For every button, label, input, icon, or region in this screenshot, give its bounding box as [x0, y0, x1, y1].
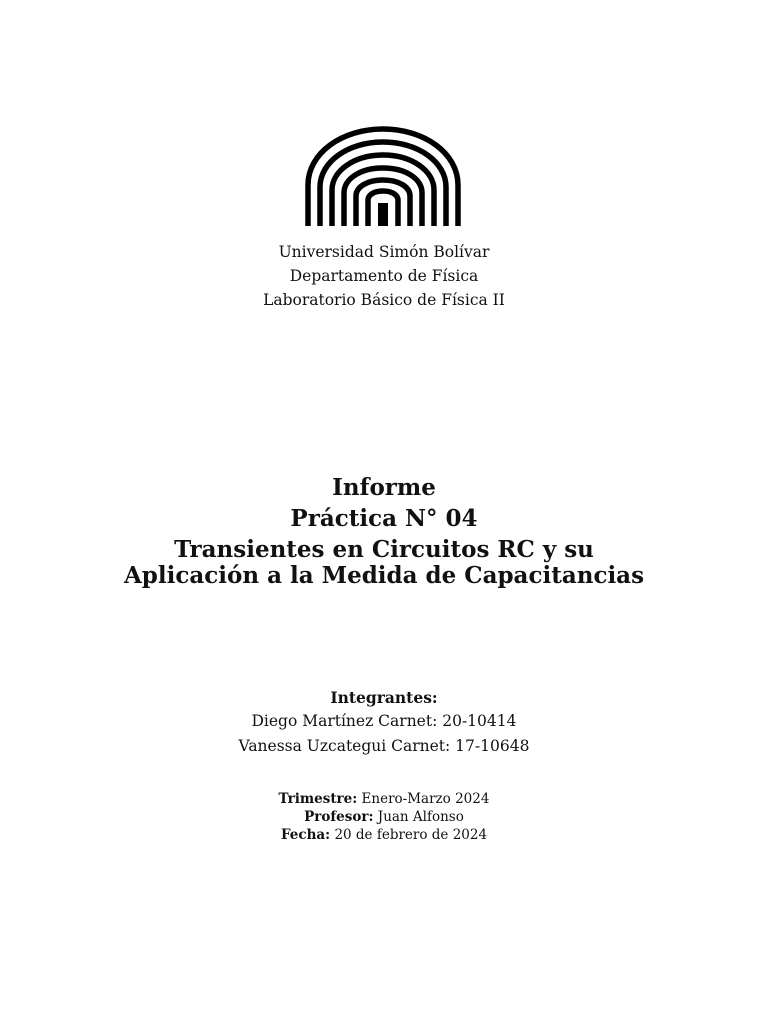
- practice-title-line-2: Aplicación a la Medida de Capacitancias: [123, 562, 645, 589]
- trimester-value: Enero-Marzo 2024: [361, 791, 490, 807]
- date-label: Fecha:: [280, 827, 331, 843]
- report-title: Informe: [332, 474, 436, 501]
- member-item: Vanessa Uzcategui Carnet: 17-10648: [238, 737, 530, 755]
- professor-label: Profesor:: [304, 809, 374, 825]
- lab-name: Laboratorio Básico de Física II: [263, 291, 505, 309]
- department-name: Departamento de Física: [289, 267, 479, 285]
- member-item: Diego Martínez Carnet: 20-10414: [251, 712, 517, 730]
- usb-logo-icon: [302, 123, 464, 226]
- date-value: 20 de febrero de 2024: [334, 827, 488, 843]
- professor-value: Juan Alfonso: [377, 809, 464, 825]
- trimester-line: [0, 790, 768, 808]
- trimester-label: Trimestre:: [278, 791, 358, 807]
- members-heading: Integrantes:: [330, 688, 438, 707]
- date-line: [0, 826, 768, 844]
- university-name: Universidad Simón Bolívar: [278, 243, 490, 261]
- institution-block: [0, 240, 768, 312]
- professor-line: [0, 808, 768, 826]
- practice-number: Práctica N° 04: [290, 505, 478, 532]
- practice-title-line-1: Transientes en Circuitos RC y su: [174, 536, 594, 563]
